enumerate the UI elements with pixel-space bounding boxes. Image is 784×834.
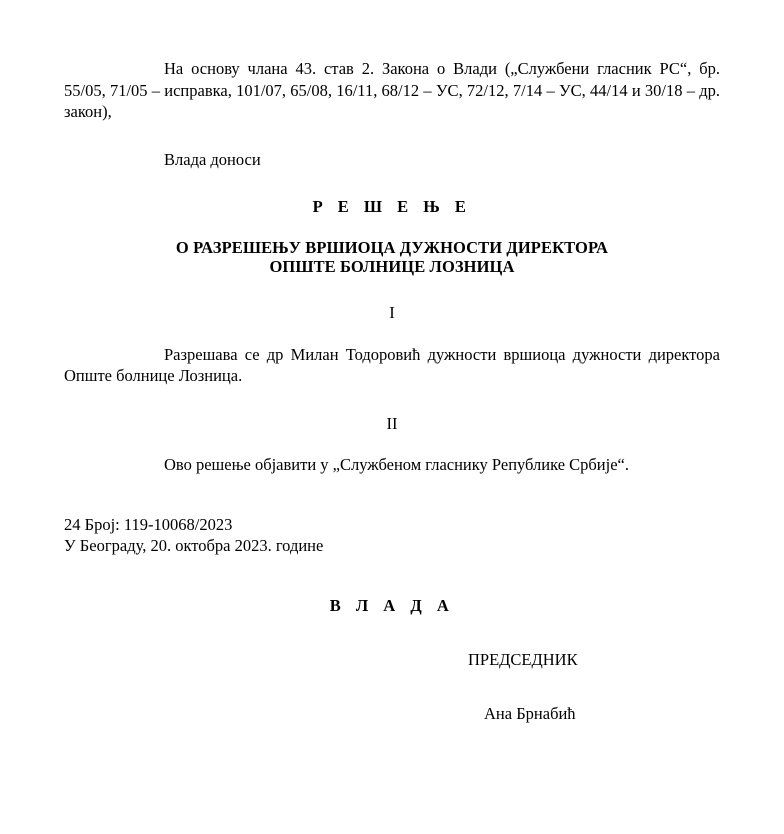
spacer: [64, 557, 720, 595]
spacer: [64, 617, 720, 649]
section-body-1: Разрешава се др Милан Тодоровић дужности вршиоца дужности директора Опште болнице Лозница.: [64, 344, 720, 385]
document-body: [64, 58, 720, 725]
spacer: [64, 324, 720, 344]
section-number-1: I: [389, 303, 395, 322]
document-subtitle-line-2: ОПШТЕ БОЛНИЦЕ ЛОЗНИЦА: [269, 257, 515, 276]
spacer: [64, 671, 720, 703]
signatory-title: ПРЕДСЕДНИК: [468, 649, 578, 669]
spacer: [64, 476, 720, 514]
section-body-2: Ово решење објавити у „Службеном гласнику Републике Србије“.: [164, 455, 629, 474]
signatory-name: Ана Брнабић: [484, 703, 576, 723]
enacting-clause: Влада доноси: [164, 149, 261, 169]
spacer: [64, 170, 720, 196]
place-and-date: У Београду, 20. октобра 2023. године: [64, 536, 324, 555]
section-number-2: II: [386, 413, 398, 433]
document-subtitle-line-1: О РАЗРЕШЕЊУ ВРШИОЦА ДУЖНОСТИ ДИРЕКТОРА: [175, 238, 609, 257]
document-title: Р Е Ш Е Њ Е: [312, 197, 472, 216]
spacer: [64, 123, 720, 149]
spacer: [64, 218, 720, 238]
signature-block: [64, 649, 720, 725]
issuing-authority: В Л А Д А: [329, 595, 455, 615]
spacer: [64, 276, 720, 302]
preamble-paragraph: На основу члана 43. став 2. Закона о Влади („Службени гласник РС“, бр. 55/05, 71/05 – исправка, 101/07, 65/08, 16/11, 68/12 – УС, 72/12, 7/14 – УС, 44/14 и 30/18 – др. закон),: [64, 59, 720, 121]
spacer: [64, 434, 720, 454]
reference-number: 24 Број: 119-10068/2023: [64, 514, 233, 534]
spacer: [64, 387, 720, 413]
document-footer: [64, 514, 720, 557]
